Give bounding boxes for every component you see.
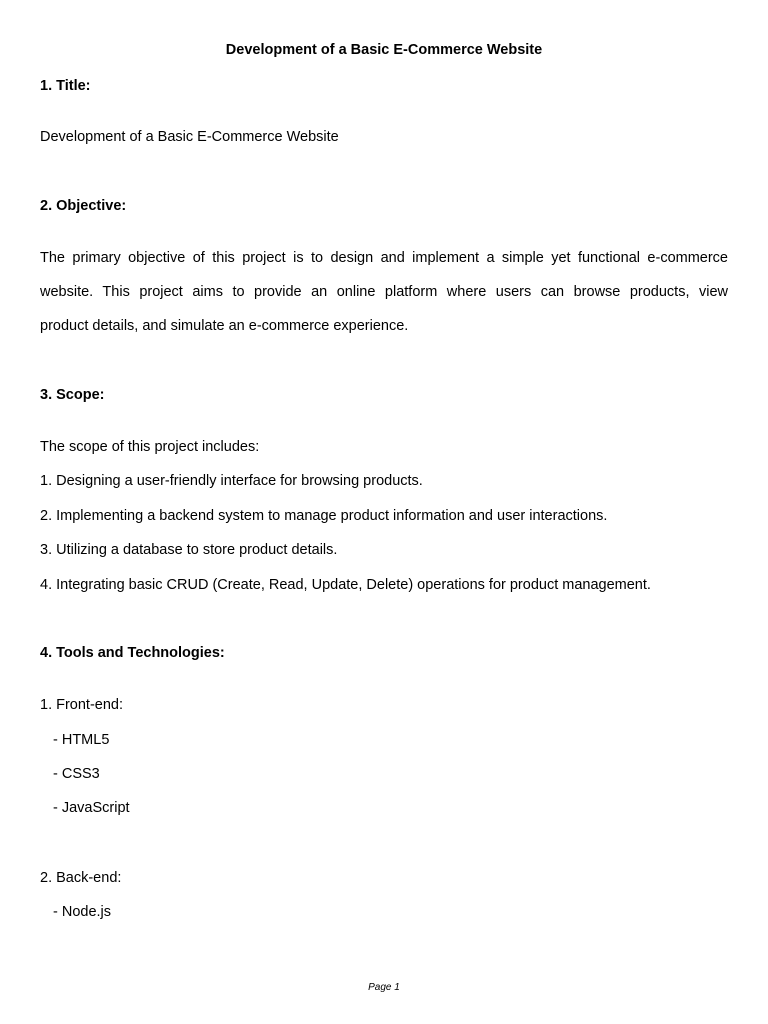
page-number: Page 1 xyxy=(368,982,400,993)
section-heading-tools: 4. Tools and Technologies: xyxy=(40,645,225,661)
objective-line-1: The primary objective of this project is to design and implement a simple yet functional e-commerce xyxy=(40,250,728,266)
scope-item-1: 1. Designing a user-friendly interface for browsing products. xyxy=(40,473,423,489)
section-heading-scope: 3. Scope: xyxy=(40,387,105,403)
frontend-item-html5: - HTML5 xyxy=(53,732,110,748)
frontend-label: 1. Front-end: xyxy=(40,697,124,713)
backend-item-nodejs: - Node.js xyxy=(53,904,112,920)
frontend-item-javascript: - JavaScript xyxy=(53,800,130,816)
backend-label: 2. Back-end: xyxy=(40,870,122,886)
document-title: Development of a Basic E-Commerce Website xyxy=(225,42,543,58)
section-heading-title: 1. Title: xyxy=(40,78,91,94)
scope-item-3: 3. Utilizing a database to store product details. xyxy=(40,542,338,558)
scope-item-2: 2. Implementing a backend system to manage product information and user interactions. xyxy=(40,508,608,524)
objective-line-3: product details, and simulate an e-commerce experience. xyxy=(40,318,409,334)
scope-intro: The scope of this project includes: xyxy=(40,439,260,455)
frontend-item-css3: - CSS3 xyxy=(53,766,100,782)
objective-line-2: website. This project aims to provide an online platform where users can browse products, view xyxy=(40,284,728,300)
scope-item-4: 4. Integrating basic CRUD (Create, Read, Update, Delete) operations for product management. xyxy=(40,577,651,593)
section-heading-objective: 2. Objective: xyxy=(40,198,127,214)
title-body: Development of a Basic E-Commerce Website xyxy=(40,129,339,145)
